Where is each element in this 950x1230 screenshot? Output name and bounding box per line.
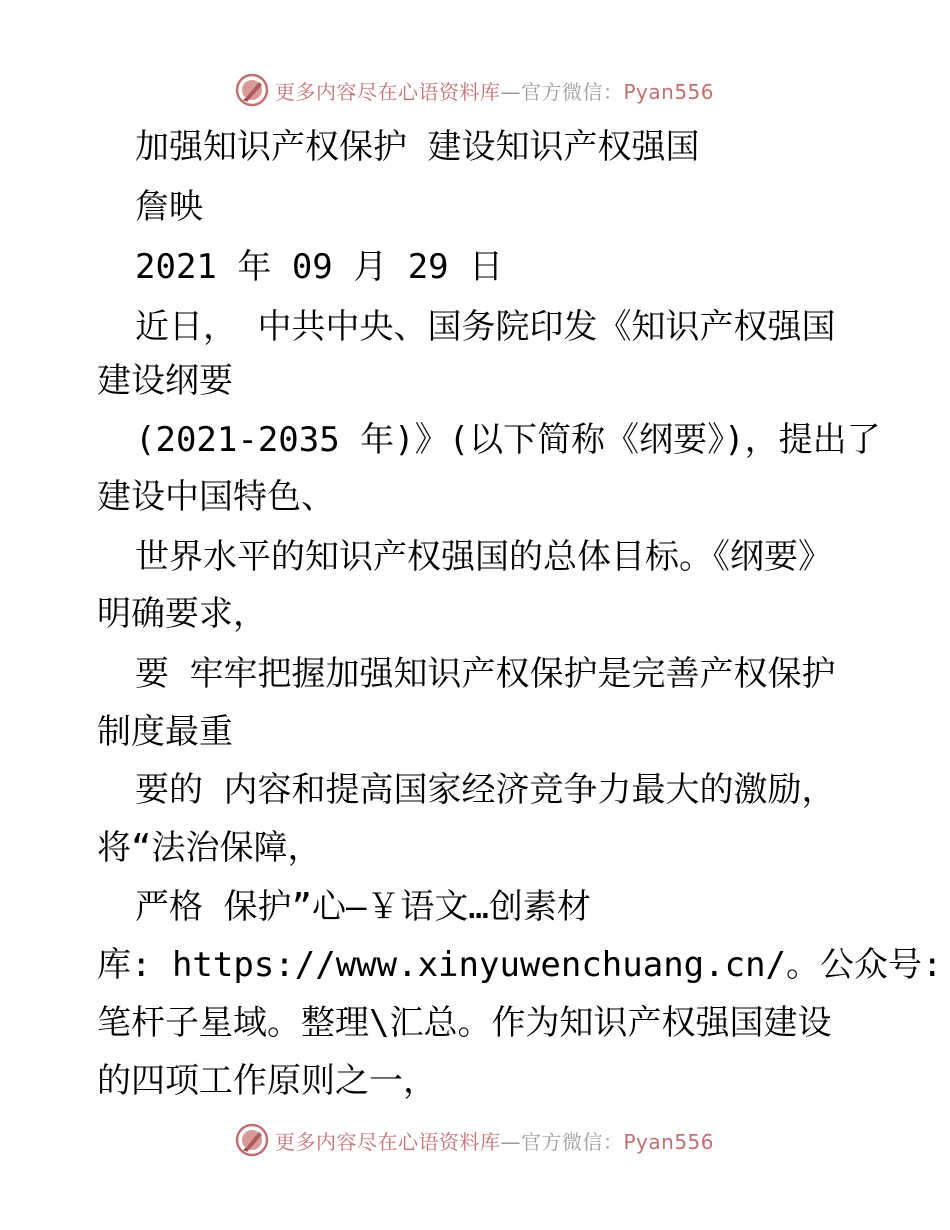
- pen-circle-logo-icon: [235, 1123, 269, 1157]
- text-line: 库: https://www.xinyuwenchuang.cn/。公众号:: [97, 945, 943, 985]
- text-line: 要的 内容和提高国家经济竞争力最大的激励，: [135, 770, 836, 810]
- watermark-separator: —: [500, 1129, 521, 1154]
- text-line: 近日， 中共中央、国务院印发《知识产权强国: [135, 307, 836, 347]
- pen-circle-logo-icon: [235, 73, 269, 107]
- watermark-main-text: 更多内容尽在心语资料库: [275, 1129, 501, 1154]
- text-line: 建设纲要: [97, 361, 233, 401]
- text-line: 建设中国特色、: [97, 477, 335, 517]
- watermark-main-text: 更多内容尽在心语资料库: [275, 79, 501, 104]
- article-date: 2021 年 09 月 29 日: [135, 247, 504, 287]
- text-line: 笔杆子星域。整理\汇总。作为知识产权强国建设: [97, 1003, 832, 1043]
- watermark-text: [275, 1126, 714, 1155]
- text-line: 明确要求，: [97, 594, 267, 634]
- text-line: 将“法治保障，: [97, 828, 322, 868]
- watermark-wechat-label: 官方微信：: [521, 79, 624, 104]
- text-line: 世界水平的知识产权强国的总体目标。《纲要》: [135, 537, 832, 577]
- text-line: 要 牢牢把握加强知识产权保护是完善产权保护: [135, 654, 836, 694]
- text-line: 制度最重: [97, 712, 233, 752]
- article-title: 加强知识产权保护 建设知识产权强国: [135, 127, 700, 167]
- article-author: 詹映: [135, 187, 203, 227]
- watermark-wechat-label: 官方微信：: [521, 1129, 624, 1154]
- watermark-wechat-id: Pyan556: [623, 79, 715, 104]
- watermark-text: [275, 76, 714, 105]
- text-line: 的四项工作原则之一，: [97, 1061, 437, 1101]
- footer-watermark: [235, 1122, 714, 1158]
- text-line: (2021-2035 年)》(以下简称《纲要》)，提出了: [135, 420, 881, 460]
- watermark-separator: —: [500, 79, 521, 104]
- header-watermark: [235, 72, 714, 108]
- text-line: 严格 保护”心—￥语文…创素材: [135, 887, 591, 927]
- watermark-wechat-id: Pyan556: [623, 1129, 715, 1154]
